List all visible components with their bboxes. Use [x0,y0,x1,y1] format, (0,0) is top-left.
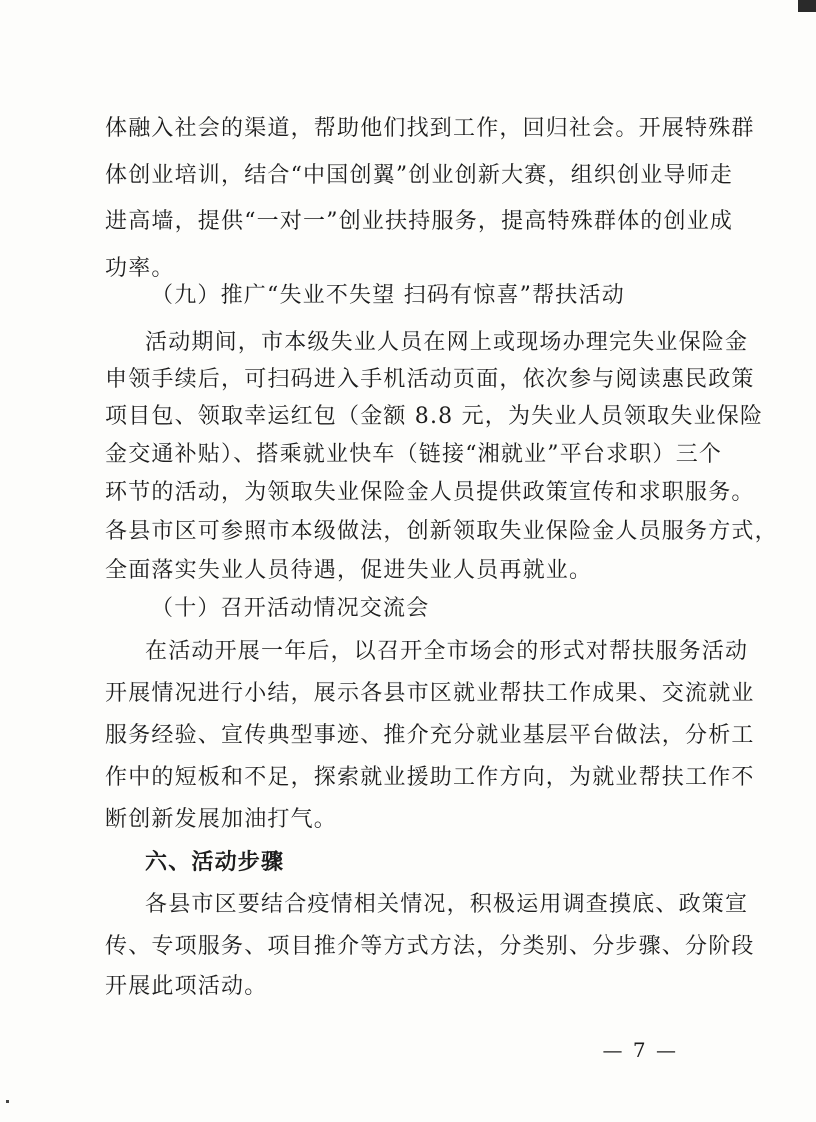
paragraph-line: 开展情况进行小结，展示各县市区就业帮扶工作成果、交流就业 [105,681,755,706]
paragraph-line: 各县市区可参照市本级做法，创新领取失业保险金人员服务方式， [105,519,778,544]
paragraph-line: 活动期间，市本级失业人员在网上或现场办理完失业保险金 [145,330,749,355]
paragraph-line: 项目包、领取幸运红包（金额 8.8 元，为失业人员领取失业保险 [105,404,764,429]
paragraph-line: 功率。 [105,256,175,281]
section-title-6: 六、活动步骤 [145,850,285,875]
paragraph-line: 断创新发展加油打气。 [105,807,338,832]
paragraph-line: 作中的短板和不足，探索就业援助工作方向，为就业帮扶工作不 [105,765,755,790]
paragraph-line: 环节的活动，为领取失业保险金人员提供政策宣传和求职服务。 [105,480,755,505]
paragraph-line: 全面落实失业人员待遇，促进失业人员再就业。 [105,558,593,583]
paragraph-line: 体创业培训，结合“中国创翼”创业创新大赛，组织创业导师走 [105,163,734,188]
paragraph-line: 传、专项服务、项目推介等方式方法，分类别、分步骤、分阶段 [105,934,755,959]
scan-corner-mark [798,0,816,12]
paragraph-line: 进高墙，提供“一对一”创业扶持服务，提高特殊群体的创业成 [105,209,734,234]
scan-speck [6,1100,9,1103]
section-heading-9: （九）推广“失业不失望 扫码有惊喜”帮扶活动 [151,283,625,308]
paragraph-line: 申领手续后，可扫码进入手机活动页面，依次参与阅读惠民政策 [105,367,755,392]
paragraph-line: 在活动开展一年后，以召开全市场会的形式对帮扶服务活动 [145,639,749,664]
paragraph-line: 服务经验、宣传典型事迹、推介充分就业基层平台做法，分析工 [105,723,755,748]
paragraph-line: 金交通补贴）、搭乘就业快车（链接“湘就业”平台求职）三个 [105,442,723,467]
paragraph-line: 体融入社会的渠道，帮助他们找到工作，回归社会。开展特殊群 [105,116,755,141]
paragraph-line: 各县市区要结合疫情相关情况，积极运用调查摸底、政策宣 [145,892,749,917]
section-heading-10: （十）召开活动情况交流会 [151,596,430,621]
paragraph-line: 开展此项活动。 [105,974,268,999]
page-number: — 7 — [602,1038,678,1062]
